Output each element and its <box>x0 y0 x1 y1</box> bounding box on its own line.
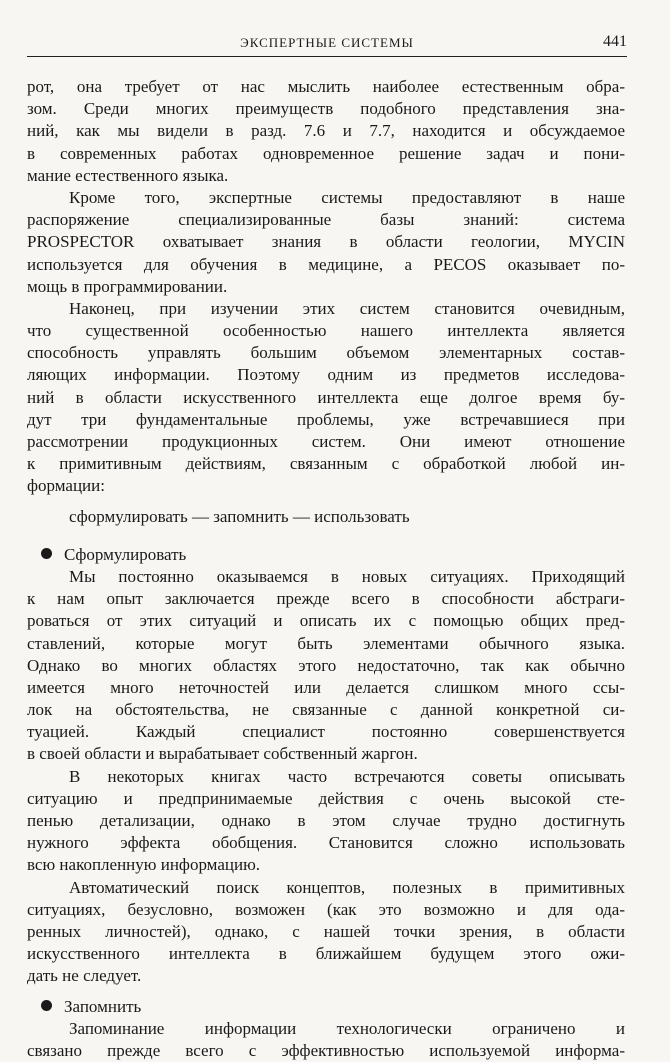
text-line: Мы постоянно оказываемся в новых ситуациях. Приходящий <box>69 566 625 586</box>
section-heading-label: Сформулировать <box>64 544 187 564</box>
text-line: Кроме того, экспертные системы предоставляют в наше <box>69 187 625 207</box>
text-line: Наконец, при изучении этих систем становится очевидным, <box>69 298 625 318</box>
text-line: распоряжение специализированные базы знаний: система <box>27 210 625 230</box>
text-line: мание естественного языка. <box>27 165 229 185</box>
text-line: ний, как мы видели в разд. 7.6 и 7.7, находится и обсуждаемое <box>27 121 625 141</box>
text-line: имеется много неточностей или делается слишком много ссы- <box>27 677 625 697</box>
header-rule <box>27 56 627 57</box>
running-title: ЭКСПЕРТНЫЕ СИСТЕМЫ <box>240 35 414 50</box>
text-line: к примитивным действиям, связанным с обработкой любой ин- <box>27 454 625 474</box>
bullet-icon <box>41 548 52 559</box>
text-line: пенью детализации, однако в этом случае трудно достигнуть <box>27 811 625 830</box>
text-line: дут три фундаментальные проблемы, уже встречавшиеся при <box>27 409 625 429</box>
text-line: используется для обучения в медицине, а PECOS оказывает по- <box>27 254 625 274</box>
text-line: рот, она требует от нас мыслить наиболее естественным обра- <box>27 77 625 96</box>
text-line: что существенной особенностью нашего интеллекта является <box>27 321 625 341</box>
page-number: 441 <box>603 33 627 50</box>
text-line: зом. Среди многих преимуществ подобного представления зна- <box>27 99 625 119</box>
text-line: связано прежде всего с эффективностью используемой информа- <box>27 1040 625 1060</box>
text-line: формации: <box>27 476 105 496</box>
text-line: PROSPECTOR охватывает знания в области геологии, MYCIN <box>27 232 625 252</box>
text-line: нужного эффекта обобщения. Становится сложно использовать <box>27 833 625 853</box>
page-header <box>27 33 627 55</box>
text-line: Запоминание информации технологически ограничено и <box>69 1018 625 1038</box>
text-line: туацией. Каждый специалист постоянно совершенствуется <box>27 722 625 742</box>
bullet-icon <box>41 1000 52 1011</box>
text-line: всю накопленную информацию. <box>27 855 261 875</box>
page-body <box>27 76 625 1062</box>
text-line: ставлений, которые могут быть элементами обычного языка. <box>27 633 625 653</box>
text-line: мощь в программировании. <box>27 276 228 296</box>
text-line: ренных личностей), однако, с нашей точки зрения, в области <box>27 921 625 941</box>
text-line: В некоторых книгах часто встречаются советы описывать <box>69 766 625 786</box>
text-line: рассмотрении продукционных систем. Они имеют отношение <box>27 432 625 451</box>
text-line: способность управлять большим объемом элементарных состав- <box>27 343 625 363</box>
text-line: к нам опыт заключается прежде всего в способности абстраги- <box>27 589 625 609</box>
text-line: Однако во многих областях этого недостаточно, так как обычно <box>27 655 625 675</box>
text-line: ляющих информации. Поэтому одним из предметов исследова- <box>27 365 625 385</box>
text-line: дать не следует. <box>27 966 142 986</box>
section-heading-formulate <box>27 544 625 566</box>
text-line: роваться от этих ситуаций и описать их с помощью общих пред- <box>27 611 625 631</box>
text-line: Автоматический поиск концептов, полезных в примитивных <box>69 877 625 897</box>
section-heading-label: Запомнить <box>64 996 142 1016</box>
text-line: ситуациях, безусловно, возможен (как это возможно и для ода- <box>27 899 625 919</box>
formula-line: сформулировать — запомнить — использовать <box>69 506 410 526</box>
section-heading-remember <box>27 996 625 1018</box>
text-line: в своей области и вырабатывает собственный жаргон. <box>27 744 418 764</box>
text-line: лок на обстоятельства, не связанные с данной конкретной си- <box>27 700 625 720</box>
text-line: ний в области искусственного интеллекта еще долгое время бу- <box>27 387 625 407</box>
text-line: в современных работах одновременное решение задач и пони- <box>27 143 625 163</box>
text-line: ситуацию и предпринимаемые действия с очень высокой сте- <box>27 788 625 808</box>
text-line: искусственного интеллекта в ближайшем будущем этого ожи- <box>27 944 625 964</box>
